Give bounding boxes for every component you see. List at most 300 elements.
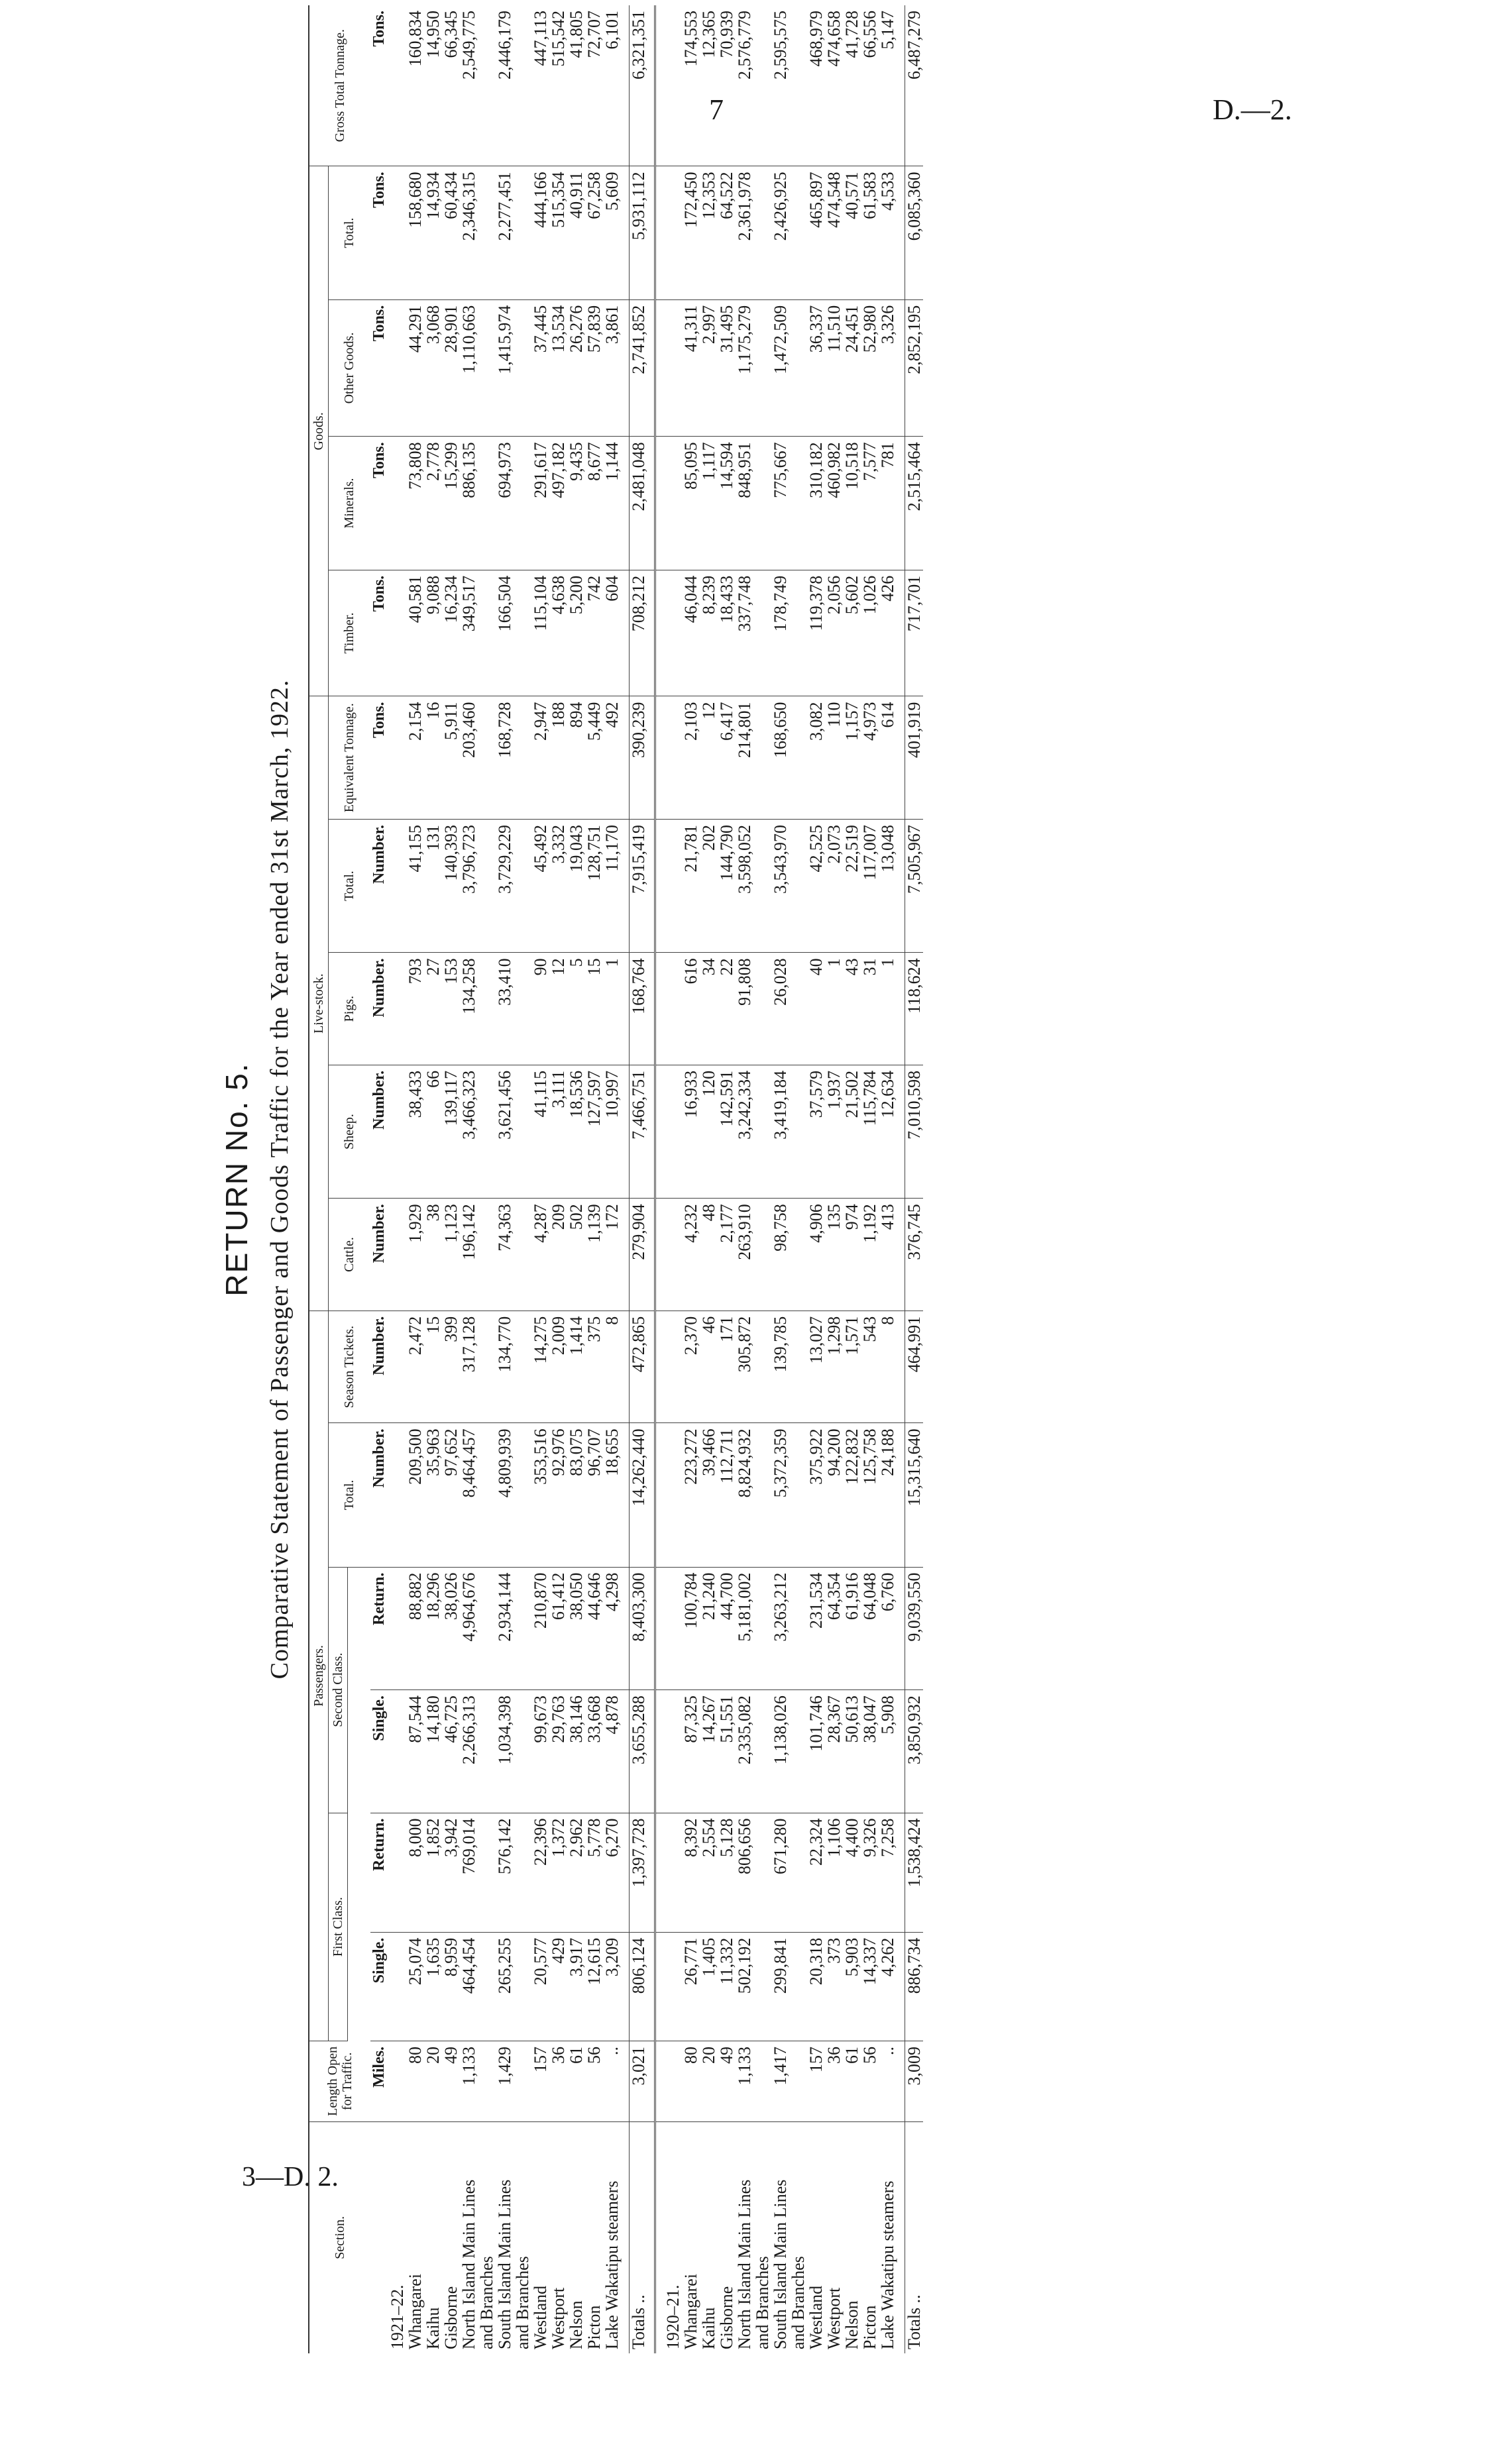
header-pigs: Pigs. (329, 953, 370, 1065)
value-cell: 3,621,456 (496, 1065, 514, 1198)
value-cell: 3,466,323 (460, 1065, 478, 1198)
value-cell: 6,487,279 (905, 5, 923, 166)
value-cell: 6,321,351 (629, 5, 647, 166)
value-cell: 2,852,195 (905, 299, 923, 437)
section-cell: Kaihu (423, 2307, 443, 2349)
value-cell: 4,878 (603, 1690, 621, 1813)
value-cell: 22,396 (531, 1813, 549, 1932)
spacer-row (897, 5, 905, 2353)
value-cell: 769,014 (460, 1813, 478, 1932)
value-cell: 22 (718, 953, 736, 1065)
value-cell: 27 (424, 953, 442, 1065)
value-cell: 61 (567, 2041, 585, 2121)
value-cell: 26,276 (567, 299, 585, 437)
value-cell: 1,852 (424, 1813, 442, 1932)
value-cell: 15,315,640 (905, 1423, 923, 1567)
value-cell: 2,009 (549, 1311, 567, 1423)
value-cell: 3,917 (567, 1932, 585, 2041)
value-cell: 28,901 (442, 299, 460, 437)
header-cattle: Cattle. (329, 1199, 370, 1311)
value-cell: 12,365 (700, 5, 718, 166)
value-cell: 5,911 (442, 696, 460, 820)
spacer-cell (621, 1065, 630, 1198)
value-cell: 671,280 (771, 1813, 789, 1932)
spacer-cell (897, 1311, 905, 1423)
spacer-cell (647, 1065, 655, 1198)
spacer-cell (655, 1065, 664, 1198)
unit-cell: Number. (370, 953, 388, 1065)
spacer-cell (388, 1813, 406, 1932)
table-row (861, 5, 879, 2353)
value-cell: 44,700 (718, 1567, 736, 1689)
spacer-cell (621, 819, 630, 952)
value-cell: 2,962 (567, 1813, 585, 1932)
spacer-cell (664, 2041, 682, 2121)
spacer-cell (655, 1199, 664, 1311)
value-cell: 168,650 (771, 696, 789, 820)
value-cell: 5,903 (843, 1932, 861, 2041)
value-cell: 87,544 (406, 1690, 424, 1813)
value-cell: 5 (567, 953, 585, 1065)
value-cell: 80 (406, 2041, 424, 2121)
table-row (496, 5, 514, 2353)
value-cell: 6,760 (879, 1567, 897, 1689)
value-cell: 64,048 (861, 1567, 879, 1689)
value-cell: 375 (585, 1311, 603, 1423)
section-cell: Whangarei (681, 2273, 700, 2349)
value-cell: 1,372 (549, 1813, 567, 1932)
value-cell (478, 1932, 496, 2041)
unit-cell: Number. (370, 1423, 388, 1567)
spacer-cell (388, 437, 406, 570)
header-livestock: Live-stock. (309, 696, 329, 1311)
spacer-cell (897, 1567, 905, 1689)
unit-cell: Tons. (370, 696, 388, 820)
value-cell: 16 (424, 696, 442, 820)
traffic-statement-table (308, 5, 923, 2353)
value-cell (753, 1199, 771, 1311)
section-cell: Picton (584, 2305, 604, 2349)
value-cell: 2,073 (825, 819, 843, 952)
value-cell: 73,808 (406, 437, 424, 570)
spacer-cell (621, 166, 630, 299)
value-cell: 13,048 (879, 819, 897, 952)
spacer-cell (621, 1932, 630, 2041)
header-second-class: Second Class. (329, 1567, 348, 1813)
value-cell: 112,711 (718, 1423, 736, 1567)
value-cell: 122,832 (843, 1423, 861, 1567)
value-cell (514, 166, 531, 299)
value-cell: 2,947 (531, 696, 549, 820)
value-cell (514, 2041, 531, 2121)
value-cell: 4,262 (879, 1932, 897, 2041)
value-cell: 171 (718, 1311, 736, 1423)
unit-cell: Tons. (370, 299, 388, 437)
table-row (442, 5, 460, 2353)
value-cell: 38,050 (567, 1567, 585, 1689)
value-cell: 14,262,440 (629, 1423, 647, 1567)
value-cell: 6,085,360 (905, 166, 923, 299)
value-cell: 31,495 (718, 299, 736, 437)
spacer-cell (388, 570, 406, 696)
value-cell: 96,707 (585, 1423, 603, 1567)
value-cell (478, 819, 496, 952)
spacer-cell (664, 1199, 682, 1311)
value-cell: 515,542 (549, 5, 567, 166)
spacer-cell (647, 299, 655, 437)
value-cell (478, 166, 496, 299)
value-cell: 4,906 (807, 1199, 825, 1311)
value-cell: 21,240 (700, 1567, 718, 1689)
value-cell: 974 (843, 1199, 861, 1311)
value-cell: 7,915,419 (629, 819, 647, 952)
section-cell: South Island Main Lines (494, 2179, 514, 2349)
value-cell: 44,646 (585, 1567, 603, 1689)
value-cell: 40,581 (406, 570, 424, 696)
value-cell: 2,361,978 (736, 166, 753, 299)
value-cell: 31 (861, 953, 879, 1065)
value-cell: 61 (843, 2041, 861, 2121)
value-cell (478, 696, 496, 820)
section-cell: North Island Main Lines (459, 2179, 478, 2349)
value-cell: 515,354 (549, 166, 567, 299)
spacer-cell (621, 1813, 630, 1932)
spacer-row (647, 5, 655, 2353)
value-cell: 2,549,775 (460, 5, 478, 166)
unit-cell: Tons. (370, 5, 388, 166)
value-cell: 8,959 (442, 1932, 460, 2041)
value-cell: 14,180 (424, 1690, 442, 1813)
value-cell: 18,536 (567, 1065, 585, 1198)
value-cell: 43 (843, 953, 861, 1065)
value-cell: 120 (700, 1065, 718, 1198)
unit-cell: Return. (370, 1567, 388, 1689)
value-cell: 429 (549, 1932, 567, 2041)
value-cell: 3,263,212 (771, 1567, 789, 1689)
footer-code: 3—D. 2. (242, 2162, 339, 2192)
value-cell (478, 1567, 496, 1689)
value-cell: 6,101 (603, 5, 621, 166)
value-cell: 157 (531, 2041, 549, 2121)
value-cell: 46,725 (442, 1690, 460, 1813)
value-cell (789, 1199, 807, 1311)
value-cell: 13,027 (807, 1311, 825, 1423)
spacer-cell (621, 953, 630, 1065)
value-cell: 40,571 (843, 166, 861, 299)
spacer-cell (664, 1813, 682, 1932)
value-cell: 119,378 (807, 570, 825, 696)
value-cell: 1,472,509 (771, 299, 789, 437)
value-cell: 464,454 (460, 1932, 478, 2041)
table-body (370, 5, 923, 2353)
value-cell: 160,834 (406, 5, 424, 166)
spacer-cell (897, 953, 905, 1065)
value-cell (753, 1813, 771, 1932)
value-cell: 1,929 (406, 1199, 424, 1311)
value-cell: 291,617 (531, 437, 549, 570)
spacer-cell (621, 696, 630, 820)
spacer-cell (647, 437, 655, 570)
spacer-cell (655, 166, 664, 299)
spacer-row (655, 5, 664, 2353)
spacer-cell (897, 299, 905, 437)
spacer-cell (388, 1932, 406, 2041)
value-cell (478, 570, 496, 696)
year-heading-row (664, 5, 682, 2353)
spacer-cell (655, 5, 664, 166)
value-cell (753, 1311, 771, 1423)
spacer-cell (897, 1932, 905, 2041)
value-cell (753, 437, 771, 570)
value-cell: 117,007 (861, 819, 879, 952)
value-cell (789, 1690, 807, 1813)
spacer-cell (897, 1813, 905, 1932)
page-number: 7 (709, 93, 724, 126)
value-cell: 5,147 (879, 5, 897, 166)
value-cell: 12,634 (879, 1065, 897, 1198)
value-cell: 3,332 (549, 819, 567, 952)
value-cell: 210,870 (531, 1567, 549, 1689)
value-cell (789, 696, 807, 820)
spacer-cell (621, 1567, 630, 1689)
spacer-cell (655, 299, 664, 437)
value-cell: 56 (861, 2041, 879, 2121)
value-cell: 2,554 (700, 1813, 718, 1932)
value-cell: 178,749 (771, 570, 789, 696)
value-cell: 3,326 (879, 299, 897, 437)
value-cell: 4,287 (531, 1199, 549, 1311)
value-cell: 299,841 (771, 1932, 789, 2041)
value-cell: 127,597 (585, 1065, 603, 1198)
value-cell: 41,311 (682, 299, 700, 437)
value-cell: 5,931,112 (629, 166, 647, 299)
table-row (736, 5, 753, 2353)
value-cell: 4,232 (682, 1199, 700, 1311)
table-row (531, 5, 549, 2353)
value-cell: 4,533 (879, 166, 897, 299)
spacer-cell (664, 953, 682, 1065)
value-cell: .. (879, 2041, 897, 2121)
value-cell: 8,824,932 (736, 1423, 753, 1567)
header-sheep: Sheep. (329, 1065, 370, 1198)
value-cell: 2,515,464 (905, 437, 923, 570)
table-row (753, 5, 771, 2353)
value-cell: 2,177 (718, 1199, 736, 1311)
value-cell: 1,139 (585, 1199, 603, 1311)
spacer-cell (655, 696, 664, 820)
value-cell: 66,345 (442, 5, 460, 166)
value-cell: 166,504 (496, 570, 514, 696)
value-cell (753, 166, 771, 299)
spacer-cell (388, 1567, 406, 1689)
value-cell: 28,367 (825, 1690, 843, 1813)
table-row (478, 5, 496, 2353)
value-cell: 110 (825, 696, 843, 820)
value-cell: 1,026 (861, 570, 879, 696)
value-cell: 140,393 (442, 819, 460, 952)
value-cell (514, 1932, 531, 2041)
section-cell: Whangarei (405, 2273, 425, 2349)
value-cell: 1,298 (825, 1311, 843, 1423)
value-cell (789, 570, 807, 696)
value-cell: 139,117 (442, 1065, 460, 1198)
value-cell: 18,433 (718, 570, 736, 696)
value-cell: 399 (442, 1311, 460, 1423)
value-cell: 38 (424, 1199, 442, 1311)
section-cell: and Branches (512, 2256, 532, 2349)
value-cell: 21,781 (682, 819, 700, 952)
value-cell: 5,778 (585, 1813, 603, 1932)
value-cell: 158,680 (406, 166, 424, 299)
spacer-cell (647, 819, 655, 952)
spacer-cell (655, 2041, 664, 2121)
value-cell: 390,239 (629, 696, 647, 820)
spacer-cell (897, 570, 905, 696)
value-cell (789, 299, 807, 437)
value-cell: 465,897 (807, 166, 825, 299)
value-cell (514, 1423, 531, 1567)
value-cell: 3,861 (603, 299, 621, 437)
value-cell (478, 1311, 496, 1423)
value-cell: 1,106 (825, 1813, 843, 1932)
value-cell: 8 (879, 1311, 897, 1423)
value-cell: 49 (718, 2041, 736, 2121)
value-cell: 214,801 (736, 696, 753, 820)
value-cell: 775,667 (771, 437, 789, 570)
value-cell: 265,255 (496, 1932, 514, 2041)
table-row (424, 5, 442, 2353)
value-cell (789, 1065, 807, 1198)
value-cell: 8,392 (682, 1813, 700, 1932)
value-cell: 4,973 (861, 696, 879, 820)
value-cell: 41,728 (843, 5, 861, 166)
section-cell: South Island Main Lines (770, 2179, 790, 2349)
spacer-cell (647, 1423, 655, 1567)
value-cell (478, 1199, 496, 1311)
value-cell: 337,748 (736, 570, 753, 696)
value-cell: 20 (424, 2041, 442, 2121)
spacer-cell (388, 1423, 406, 1567)
value-cell: 1,415,974 (496, 299, 514, 437)
value-cell: 45,492 (531, 819, 549, 952)
spacer-cell (621, 1199, 630, 1311)
spacer-cell (621, 1311, 630, 1423)
value-cell: 3,655,288 (629, 1690, 647, 1813)
value-cell: 15 (424, 1311, 442, 1423)
value-cell: 7,577 (861, 437, 879, 570)
value-cell: 41,155 (406, 819, 424, 952)
value-cell: 781 (879, 437, 897, 570)
value-cell: 135 (825, 1199, 843, 1311)
value-cell: 14,594 (718, 437, 736, 570)
spacer-cell (664, 1567, 682, 1689)
value-cell: 70,939 (718, 5, 736, 166)
value-cell: 472,865 (629, 1311, 647, 1423)
section-cell: Lake Wakatipu steamers (877, 2180, 897, 2349)
value-cell (789, 166, 807, 299)
year-heading: 1920–21. (663, 2284, 683, 2349)
value-cell: 15 (585, 953, 603, 1065)
spacer-cell (647, 2121, 655, 2353)
table-row (460, 5, 478, 2353)
table-row (789, 5, 807, 2353)
section-cell: Totals .. (629, 2121, 647, 2353)
value-cell (753, 299, 771, 437)
value-cell: 2,472 (406, 1311, 424, 1423)
value-cell: 12,615 (585, 1932, 603, 2041)
value-cell: 3,021 (629, 2041, 647, 2121)
value-cell: 12 (549, 953, 567, 1065)
value-cell: 3,850,932 (905, 1690, 923, 1813)
section-cell: Nelson (842, 2300, 861, 2349)
value-cell: 209,500 (406, 1423, 424, 1567)
table-row (585, 5, 603, 2353)
unit-cell (370, 2121, 388, 2353)
value-cell: 894 (567, 696, 585, 820)
value-cell: 37,579 (807, 1065, 825, 1198)
value-cell: 22,324 (807, 1813, 825, 1932)
value-cell (514, 1199, 531, 1311)
value-cell: 19,043 (567, 819, 585, 952)
value-cell: 8,239 (700, 570, 718, 696)
value-cell (789, 437, 807, 570)
value-cell: 793 (406, 953, 424, 1065)
spacer-cell (897, 1199, 905, 1311)
value-cell: 139,785 (771, 1311, 789, 1423)
year-heading-row (388, 5, 406, 2353)
section-cell: Westport (824, 2287, 844, 2349)
unit-cell: Number. (370, 1199, 388, 1311)
value-cell: 37,445 (531, 299, 549, 437)
value-cell: 1 (825, 953, 843, 1065)
value-cell: 3,796,723 (460, 819, 478, 952)
value-cell (478, 1813, 496, 1932)
spacer-cell (897, 1065, 905, 1198)
value-cell: 444,166 (531, 166, 549, 299)
value-cell: 209 (549, 1199, 567, 1311)
value-cell: 168,764 (629, 953, 647, 1065)
value-cell: 231,534 (807, 1567, 825, 1689)
value-cell: 46 (700, 1311, 718, 1423)
value-cell (514, 1065, 531, 1198)
value-cell: 34 (700, 953, 718, 1065)
unit-cell: Tons. (370, 570, 388, 696)
value-cell (789, 1932, 807, 2041)
value-cell: 33,410 (496, 953, 514, 1065)
value-cell: 74,363 (496, 1199, 514, 1311)
value-cell: 39,466 (700, 1423, 718, 1567)
spacer-cell (388, 2041, 406, 2121)
value-cell: 2,595,575 (771, 5, 789, 166)
value-cell: 1 (603, 953, 621, 1065)
spacer-row (621, 5, 630, 2353)
value-cell: 502,192 (736, 1932, 753, 2041)
value-cell: 36,337 (807, 299, 825, 437)
value-cell: 464,991 (905, 1311, 923, 1423)
value-cell (789, 2041, 807, 2121)
value-cell: 5,449 (585, 696, 603, 820)
spacer-cell (388, 166, 406, 299)
value-cell: 36 (825, 2041, 843, 2121)
value-cell (514, 953, 531, 1065)
value-cell: 66 (424, 1065, 442, 1198)
value-cell: 14,934 (424, 166, 442, 299)
value-cell: 5,200 (567, 570, 585, 696)
spacer-cell (388, 5, 406, 166)
value-cell: 6,417 (718, 696, 736, 820)
value-cell: 115,104 (531, 570, 549, 696)
value-cell: 67,258 (585, 166, 603, 299)
